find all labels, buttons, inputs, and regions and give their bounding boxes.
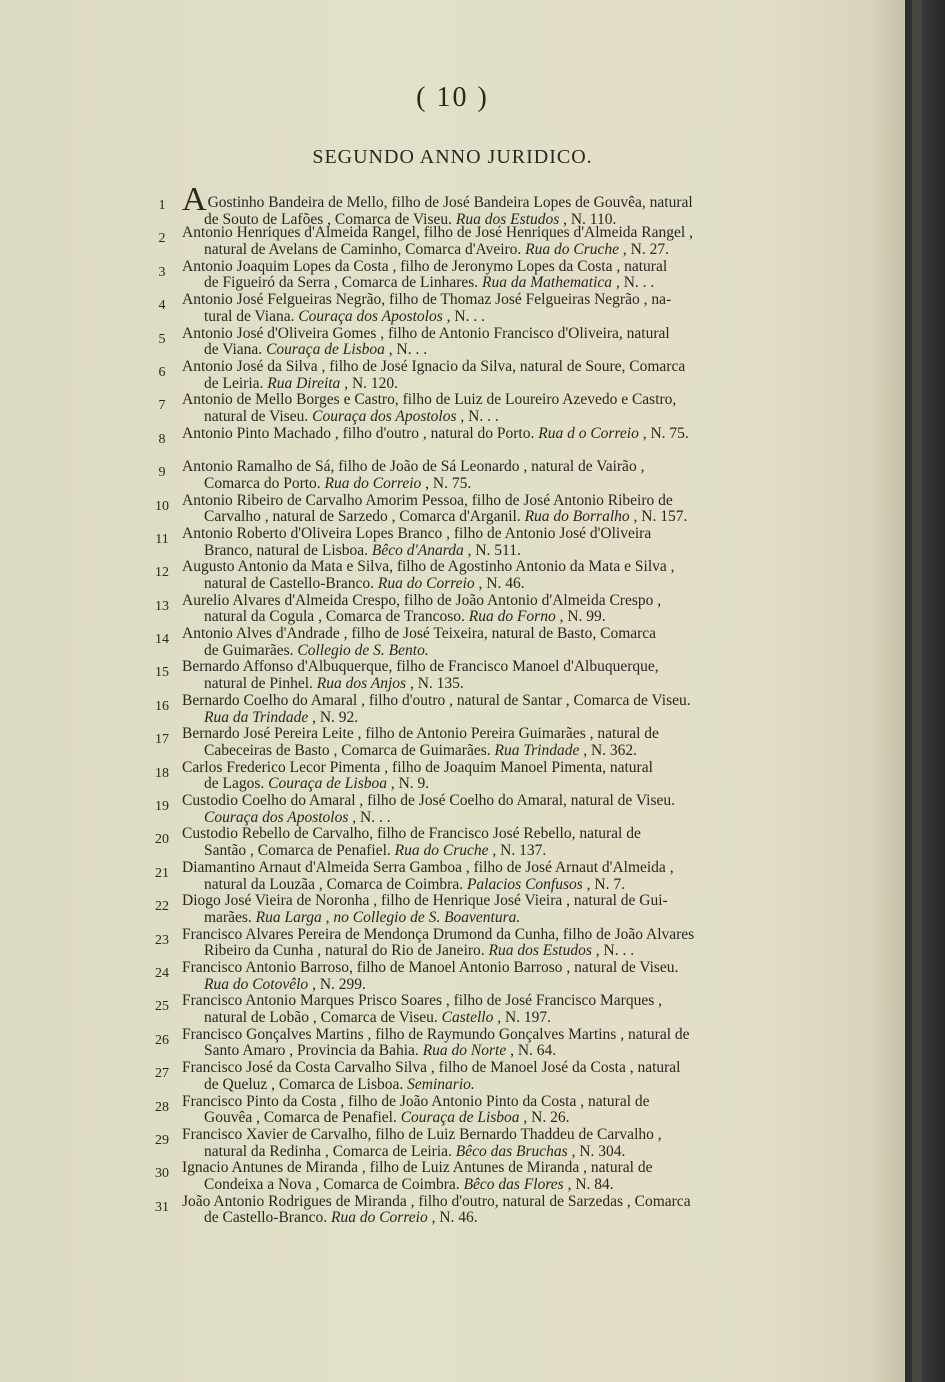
list-item — [150, 927, 790, 960]
entry-line-2 — [182, 810, 790, 827]
entry-line-1 — [182, 860, 790, 877]
entry-line-1 — [182, 826, 790, 843]
list-item — [150, 1094, 790, 1127]
drop-cap-letter: A — [182, 181, 207, 218]
entry-house-number: , N. 511. — [467, 541, 521, 559]
list-item — [150, 559, 790, 592]
entry-text: João Antonio Rodrigues de Miranda , filho d'outro, natural de Sarzedas , Comarca — [182, 1192, 691, 1210]
entry-text: Custodio Rebello de Carvalho, filho de Francisco José Rebello, natural de — [182, 825, 641, 843]
list-item — [150, 526, 790, 559]
entry-line-1 — [182, 326, 790, 343]
entry-text: Antonio José Felgueiras Negrão, filho de Thomaz José Felgueiras Negrão , na- — [182, 291, 672, 309]
entry-line-2 — [182, 576, 790, 593]
entry-text: Antonio Joaquim Lopes da Costa , filho de Jeronymo Lopes da Costa , natural — [182, 257, 668, 275]
entry-text: natural de Viseu. — [204, 408, 309, 426]
entry-text: de Viana. — [204, 341, 263, 359]
entry-text: Ribeiro da Cunha , natural do Rio de Janeiro. — [204, 942, 485, 960]
entry-text: de Guimarães. — [204, 641, 294, 659]
entry-line-2 — [182, 275, 790, 292]
entry-text: Gostinho Bandeira de Mello, filho de José Bandeira Lopes de Gouvêa, natural — [207, 194, 693, 211]
entry-text: Branco, natural de Lisboa. — [204, 541, 368, 559]
entry-text: de Queluz , Comarca de Lisboa. — [204, 1075, 404, 1093]
entry-text: Ignacio Antunes de Miranda , filho de Luiz Antunes de Miranda , natural de — [182, 1159, 653, 1177]
entry-line-1 — [182, 626, 790, 643]
entry-house-number: , N. 9. — [390, 775, 430, 793]
entry-line-1 — [182, 993, 790, 1010]
entry-line-2 — [182, 242, 790, 259]
entry-number: 19 — [155, 799, 169, 815]
entry-text: natural da Cogula , Comarca de Trancoso. — [204, 608, 465, 626]
entry-text: de Castello-Branco. — [204, 1209, 328, 1227]
entry-text: Santão , Comarca de Penafiel. — [204, 842, 391, 860]
entry-line-2 — [182, 476, 790, 493]
list-item — [150, 426, 790, 459]
entry-line-2 — [182, 910, 790, 927]
list-item — [150, 659, 790, 692]
entry-line-2 — [182, 877, 790, 894]
list-item — [150, 726, 790, 759]
entry-line-1 — [182, 359, 790, 376]
entry-house-number: , N. 157. — [633, 508, 688, 526]
entry-line-1 — [182, 1094, 790, 1111]
list-item — [150, 793, 790, 826]
entry-text: Aurelio Alvares d'Almeida Crespo, filho de João Antonio d'Almeida Crespo , — [182, 591, 662, 609]
student-list — [150, 181, 790, 1227]
entry-address: Castello — [441, 1009, 494, 1027]
entry-text: de Lagos. — [204, 775, 265, 793]
entry-text: Francisco Pinto da Costa , filho de João Antonio Pinto da Costa , natural de — [182, 1092, 650, 1110]
entry-line-1 — [182, 659, 790, 676]
entry-address: Couraça de Lisboa — [268, 775, 387, 793]
list-item — [150, 1060, 790, 1093]
entry-house-number: , N. 7. — [586, 875, 625, 893]
entry-number: 30 — [155, 1166, 169, 1182]
list-item — [150, 459, 790, 492]
entry-address: Bêco das Bruchas — [455, 1142, 568, 1160]
entry-text: Antonio Ramalho de Sá, filho de João de Sá Leonardo , natural de Vairão , — [182, 458, 645, 476]
entry-text: natural de Avelans de Caminho, Comarca d'Aveiro. — [204, 241, 522, 259]
entry-address: Collegio de S. Bento. — [297, 641, 429, 659]
entry-house-number: , N. . . — [615, 274, 655, 292]
entry-house-number: , N. 46. — [431, 1209, 478, 1227]
entry-text: Antonio José da Silva , filho de José Ignacio da Silva, natural de Soure, Comarca — [182, 357, 686, 375]
entry-line-2 — [182, 1010, 790, 1027]
list-item — [150, 1127, 790, 1160]
entry-line-2 — [182, 409, 790, 426]
list-item — [150, 493, 790, 526]
entry-address: Rua do Cruche — [394, 842, 489, 860]
entry-number: 26 — [155, 1032, 169, 1048]
entry-text: Antonio Henriques d'Almeida Rangel, filho de José Henriques d'Almeida Rangel , — [182, 224, 693, 242]
entry-line-2 — [182, 977, 790, 994]
entry-text: Carlos Frederico Lecor Pimenta , filho de Joaquim Manoel Pimenta, natural — [182, 758, 653, 776]
entry-line-1 — [182, 292, 790, 309]
entry-number: 24 — [155, 965, 169, 981]
entry-house-number: , N. . . — [460, 408, 499, 426]
entry-house-number: , N. 75. — [642, 424, 689, 442]
entry-number: 16 — [155, 698, 169, 714]
entry-line-1 — [182, 726, 790, 743]
entry-house-number: , N. 304. — [571, 1142, 626, 1160]
entry-text: Francisco Antonio Marques Prisco Soares , filho de José Francisco Marques , — [182, 992, 662, 1010]
entry-line-2 — [182, 342, 790, 359]
entry-address: Rua do Cotovêlo — [204, 975, 309, 993]
list-item — [150, 292, 790, 325]
entry-number: 4 — [158, 298, 166, 314]
entry-text: de Souto de Lafões , Comarca de Viseu. — [204, 210, 453, 228]
entry-line-2 — [182, 643, 790, 660]
entry-line-1 — [182, 181, 790, 218]
entry-number: 25 — [155, 999, 169, 1015]
list-item — [150, 993, 790, 1026]
entry-line-1 — [182, 1060, 790, 1077]
entry-text: Antonio José d'Oliveira Gomes , filho de Antonio Francisco d'Oliveira, natural — [182, 324, 670, 342]
entry-house-number: , N. . . — [446, 307, 485, 325]
entry-house-number: , N. . . — [352, 808, 391, 826]
entry-address: Couraça dos Apostolos — [298, 307, 443, 325]
entry-text: natural da Redinha , Comarca de Leiria. — [204, 1142, 452, 1160]
entry-text: Condeixa a Nova , Comarca de Coimbra. — [204, 1176, 460, 1194]
page-edge-shadow — [868, 0, 908, 1382]
entry-text: natural da Louzãa , Comarca de Coimbra. — [204, 875, 464, 893]
list-item — [150, 693, 790, 726]
list-item — [150, 1027, 790, 1060]
entry-address: Couraça de Lisboa — [266, 341, 385, 359]
entry-number: 3 — [158, 264, 166, 280]
entry-number: 23 — [155, 932, 169, 948]
entry-number: 13 — [155, 598, 169, 614]
list-item — [150, 259, 790, 292]
entry-text: Diamantino Arnaut d'Almeida Serra Gamboa , filho de José Arnaut d'Almeida , — [182, 858, 674, 876]
entry-text: Francisco Xavier de Carvalho, filho de Luiz Bernardo Thaddeu de Carvalho , — [182, 1125, 662, 1143]
entry-line-2 — [182, 1043, 790, 1060]
entry-line-2 — [182, 509, 790, 526]
entry-line-1 — [182, 1160, 790, 1177]
list-item — [150, 593, 790, 626]
entry-text: Antonio Pinto Machado , filho d'outro , natural do Porto. — [182, 424, 535, 442]
entry-line-1 — [182, 225, 790, 242]
entry-line-1 — [182, 426, 790, 443]
list-item — [150, 826, 790, 859]
entry-text: Comarca do Porto. — [204, 474, 321, 492]
entry-number: 1 — [158, 198, 166, 213]
entry-address: Couraça dos Apostolos — [204, 808, 349, 826]
page-number: ( 10 ) — [416, 82, 489, 113]
entry-address: Rua da Trindade — [204, 708, 309, 726]
entry-house-number: , N. 26. — [523, 1109, 570, 1127]
entry-house-number: , N. . . — [595, 942, 635, 960]
entry-number: 18 — [155, 765, 169, 781]
entry-line-1 — [182, 1127, 790, 1144]
entry-line-2 — [182, 1110, 790, 1127]
entry-text: Carvalho , natural de Sarzedo , Comarca d'Arganil. — [204, 508, 521, 526]
entry-address: Rua Trindade — [494, 741, 580, 759]
entry-text: natural de Lobão , Comarca de Viseu. — [204, 1009, 438, 1027]
entry-line-1 — [182, 259, 790, 276]
entry-address: Rua dos Estudos — [455, 210, 560, 228]
entry-text: tural de Viana. — [204, 307, 295, 325]
list-item — [150, 626, 790, 659]
entry-house-number: , N. 64. — [510, 1042, 557, 1060]
entry-text: Antonio Roberto d'Oliveira Lopes Branco , filho de Antonio José d'Oliveira — [182, 524, 652, 542]
entry-number: 29 — [155, 1132, 169, 1148]
entry-text: marães. — [204, 908, 252, 926]
entry-text: Bernardo Affonso d'Albuquerque, filho de Francisco Manoel d'Albuquerque, — [182, 658, 659, 676]
entry-house-number: , N. 92. — [312, 708, 359, 726]
entry-line-2 — [182, 743, 790, 760]
entry-address: Palacios Confusos — [466, 875, 583, 893]
entry-house-number: , N. 362. — [583, 741, 638, 759]
entry-address: Rua do Borralho — [524, 508, 630, 526]
list-item — [150, 860, 790, 893]
entry-address: Rua da Mathematica — [482, 274, 613, 292]
entry-line-2 — [182, 309, 790, 326]
list-item — [150, 760, 790, 793]
entry-text: Francisco Alvares Pereira de Mendonça Drumond da Cunha, filho de João Alvares — [182, 925, 695, 943]
entry-house-number: , N. 120. — [344, 374, 399, 392]
entry-line-2 — [182, 1210, 790, 1227]
entry-address: Rua dos Estudos — [488, 942, 592, 960]
entry-number: 5 — [158, 331, 166, 347]
entry-number: 27 — [155, 1066, 169, 1082]
entry-number: 12 — [155, 565, 169, 581]
entry-house-number: , N. 46. — [478, 575, 525, 592]
entry-text: Antonio Ribeiro de Carvalho Amorim Pessoa, filho de José Antonio Ribeiro de — [182, 491, 673, 509]
entry-number: 20 — [155, 832, 169, 848]
entry-line-2 — [182, 843, 790, 860]
entry-text: Bernardo Coelho do Amaral , filho d'outro , natural de Santar , Comarca de Viseu. — [182, 691, 691, 709]
entry-text: natural de Pinhel. — [204, 675, 313, 693]
entry-text: Bernardo José Pereira Leite , filho de Antonio Pereira Guimarães , natural de — [182, 725, 659, 743]
entry-address: Rua do Correio — [330, 1209, 428, 1227]
entry-line-1 — [182, 760, 790, 777]
entry-house-number: , N. 75. — [425, 474, 472, 492]
entry-house-number: , N. 110. — [563, 210, 617, 228]
entry-house-number: , N. 197. — [497, 1009, 552, 1027]
section-title: SEGUNDO ANNO JURIDICO. — [312, 146, 593, 168]
entry-line-2 — [182, 943, 790, 960]
entry-address: Couraça de Lisboa — [400, 1109, 520, 1127]
entry-house-number: , N. 299. — [312, 975, 366, 993]
list-item — [150, 1160, 790, 1193]
entry-house-number: , N. 27. — [622, 241, 669, 259]
entry-line-1 — [182, 960, 790, 977]
entry-number: 14 — [155, 632, 169, 648]
entry-text: Diogo José Vieira de Noronha , filho de Henrique José Vieira , natural de Gui- — [182, 892, 668, 910]
entry-address: Rua Larga , no Collegio de S. Boaventura. — [255, 908, 521, 926]
entry-line-1 — [182, 693, 790, 710]
entry-text: Antonio de Mello Borges e Castro, filho de Luiz de Loureiro Azevedo e Castro, — [182, 391, 677, 409]
entry-line-1 — [182, 927, 790, 944]
list-item — [150, 326, 790, 359]
entry-house-number: , N. . . — [388, 341, 428, 359]
entry-line-2 — [182, 543, 790, 560]
entry-house-number: , N. 137. — [492, 842, 547, 860]
entry-line-1 — [182, 526, 790, 543]
list-item — [150, 893, 790, 926]
list-item — [150, 1194, 790, 1227]
entry-text: Francisco Antonio Barroso, filho de Manoel Antonio Barroso , natural de Viseu. — [182, 958, 679, 976]
entry-line-1 — [182, 459, 790, 476]
list-item — [150, 960, 790, 993]
entry-line-2 — [182, 609, 790, 626]
entry-text: Santo Amaro , Provincia da Bahia. — [204, 1042, 419, 1060]
entry-number: 7 — [158, 398, 166, 414]
entry-line-1 — [182, 392, 790, 409]
list-item — [150, 359, 790, 392]
entry-line-1 — [182, 1027, 790, 1044]
entry-line-1 — [182, 493, 790, 510]
gutter-strip — [912, 0, 922, 1382]
entry-address: Rua do Correio — [377, 575, 475, 592]
entry-line-1 — [182, 793, 790, 810]
entry-number: 15 — [155, 665, 169, 681]
entry-address: Rua do Correio — [324, 474, 422, 492]
entry-number: 6 — [158, 364, 166, 380]
entry-line-2 — [182, 776, 790, 793]
entry-number: 9 — [158, 465, 166, 481]
entry-number: 21 — [155, 865, 169, 881]
entry-text: Augusto Antonio da Mata e Silva, filho de Agostinho Antonio da Mata e Silva , — [182, 558, 675, 576]
entry-text: Francisco Gonçalves Martins , filho de Raymundo Gonçalves Martins , natural de — [182, 1025, 690, 1043]
entry-address: Rua Direita — [267, 374, 341, 392]
entry-line-1 — [182, 593, 790, 610]
entry-address: Rua do Norte — [422, 1042, 507, 1060]
entry-text: natural de Castello-Branco. — [204, 575, 375, 592]
entry-number: 31 — [155, 1199, 169, 1215]
entry-line-2 — [182, 1077, 790, 1094]
entry-text: Gouvêa , Comarca de Penafiel. — [204, 1109, 397, 1127]
entry-address: Rua d o Correio — [538, 424, 639, 442]
entry-line-2 — [182, 1177, 790, 1194]
entry-text: de Figueiró da Serra , Comarca de Linhares. — [204, 274, 479, 292]
entry-house-number: , N. 84. — [567, 1176, 614, 1194]
entry-line-2 — [182, 1144, 790, 1161]
entry-house-number: , N. 135. — [409, 675, 464, 693]
entry-address: Couraça dos Apostolos — [312, 408, 457, 426]
entry-number: 2 — [158, 231, 166, 247]
entry-line-2 — [182, 676, 790, 693]
entry-number: 28 — [155, 1099, 169, 1115]
entry-address: Seminario. — [407, 1075, 475, 1093]
entry-number: 17 — [155, 732, 169, 748]
entry-number: 11 — [155, 531, 169, 547]
entry-address: Rua dos Anjos — [316, 675, 407, 693]
entry-text: Cabeceiras de Basto , Comarca de Guimarães. — [204, 741, 491, 759]
entry-address: Bêco d'Anarda — [371, 541, 464, 559]
entry-line-1 — [182, 559, 790, 576]
entry-line-2 — [182, 710, 790, 727]
list-item — [150, 392, 790, 425]
entry-text: de Leiria. — [204, 374, 264, 392]
entry-line-2 — [182, 376, 790, 393]
entry-line-1 — [182, 1194, 790, 1211]
entry-number: 22 — [155, 899, 169, 915]
entry-address: Bêco das Flores — [463, 1176, 564, 1194]
entry-address: Rua do Forno — [468, 608, 556, 626]
list-item — [150, 181, 790, 228]
entry-text: Francisco José da Costa Carvalho Silva , filho de Manoel José da Costa , natural — [182, 1059, 681, 1077]
entry-number: 10 — [155, 498, 169, 514]
entry-address: Rua do Cruche — [525, 241, 620, 259]
entry-line-1 — [182, 893, 790, 910]
list-item — [150, 225, 790, 258]
entry-text: Antonio Alves d'Andrade , filho de José Teixeira, natural de Basto, Comarca — [182, 625, 657, 643]
entry-text: Custodio Coelho do Amaral , filho de José Coelho do Amaral, natural de Viseu. — [182, 792, 675, 810]
book-gutter — [905, 0, 945, 1382]
entry-house-number: , N. 99. — [559, 608, 606, 626]
entry-number: 8 — [158, 431, 166, 447]
